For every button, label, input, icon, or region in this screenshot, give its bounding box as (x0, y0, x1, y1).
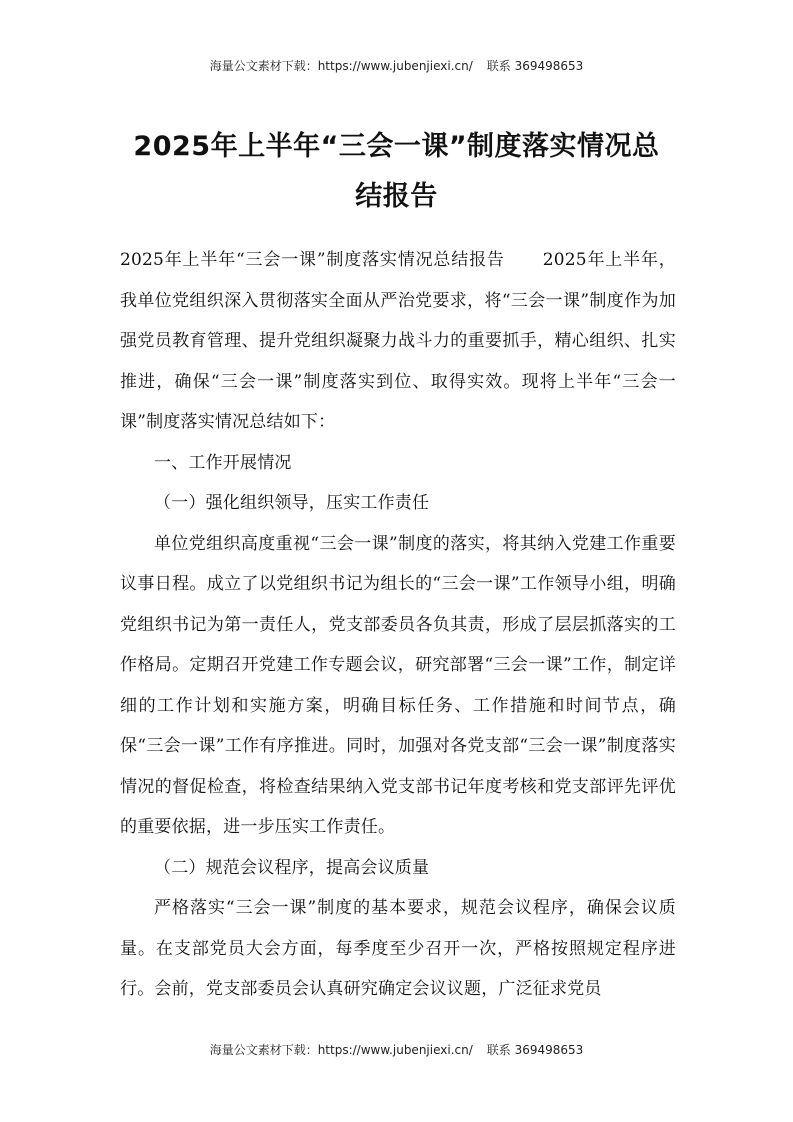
header-contact: 联系 369498653 (486, 59, 584, 73)
footer-download-text: 海量公文素材下载：https://www.jubenjiexi.cn/ (209, 1043, 473, 1057)
document-body (120, 240, 676, 1010)
page-header (0, 58, 793, 74)
intro-paragraph (120, 240, 676, 443)
section-heading-1: 一、工作开展情况 (154, 452, 292, 473)
header-download-text: 海量公文素材下载：https://www.jubenjiexi.cn/ (209, 59, 473, 73)
page-footer (0, 1042, 793, 1058)
subsection-heading-2: （二）规范会议程序，提高会议质量 (154, 857, 430, 878)
title-line-2: 结报告 (355, 181, 438, 212)
title-line-1: 2025年上半年“三会一课”制度落实情况总 (133, 131, 660, 162)
body-paragraph-2: 严格落实“三会一课”制度的基本要求，规范会议程序，确保会议质量。在支部党员大会方面，每季度至少召开一次，严格按照规定程序进行。会前，党支部委员会认真研究确定会议议题，广泛征求党员 (120, 898, 676, 999)
intro-text: 2025年上半年，我单位党组织深入贯彻落实全面从严治党要求，将“三会一课”制度作为加强党员教育管理、提升党组织凝聚力战斗力的重要抓手，精心组织、扎实推进，确保“三会一课”制度落实到位、取得实效。现将上半年“三会一课”制度落实情况总结如下： (120, 250, 676, 432)
document-title (100, 122, 693, 222)
body-paragraph-1: 单位党组织高度重视“三会一课”制度的落实，将其纳入党建工作重要议事日程。成立了以党组织书记为组长的“三会一课”工作领导小组，明确党组织书记为第一责任人，党支部委员各负其责，形成了层层抓落实的工作格局。定期召开党建工作专题会议，研究部署“三会一课”工作，制定详细的工作计划和实施方案，明确目标任务、工作措施和时间节点，确保“三会一课”工作有序推进。同时，加强对各党支部“三会一课”制度落实情况的督促检查，将检查结果纳入党支部书记年度考核和党支部评先评优的重要依据，进一步压实工作责任。 (120, 533, 676, 837)
footer-contact: 联系 369498653 (486, 1043, 584, 1057)
intro-title-repeat: 2025年上半年“三会一课”制度落实情况总结报告 (120, 250, 505, 270)
subsection-heading-1: （一）强化组织领导，压实工作责任 (154, 493, 430, 513)
